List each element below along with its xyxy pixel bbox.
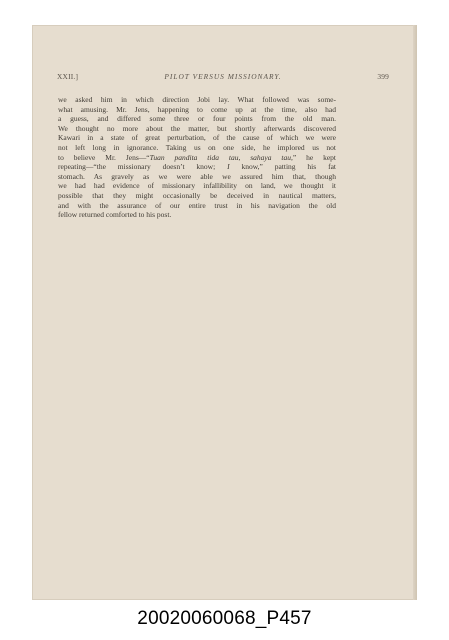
book-page — [32, 25, 417, 600]
archive-id-caption: 20020060068_P457 — [137, 608, 312, 629]
text-line: and with the assurance of our entire trust in his navigation the old — [58, 200, 336, 210]
text-line: repeating—“the missionary doesn’t know; I know,” patting his fat — [58, 162, 336, 172]
text-line: We thought no more about the matter, but shortly afterwards discovered — [58, 123, 336, 133]
body-paragraph — [58, 95, 336, 220]
running-title: PILOT VERSUS MISSIONARY. — [164, 72, 282, 81]
running-head — [57, 72, 389, 84]
text-line: what amusing. Mr. Jens, happening to come up at the time, also had — [58, 104, 336, 114]
chapter-number: XXII.] — [57, 72, 79, 81]
text-line: stomach. As gravely as we were able we assured him that, though — [58, 171, 336, 181]
text-line: to believe Mr. Jens—“Tuan pandita tida tau, sahaya tau,” he kept — [58, 152, 336, 162]
text-line: fellow returned comforted to his post. — [58, 210, 172, 220]
emphasis-i: I — [227, 162, 230, 172]
text-line: not left long in ignorance. Taking us on one side, he implored us not — [58, 142, 336, 152]
text-line: possible that they might occasionally be deceived in nautical matters, — [58, 190, 336, 200]
text-line: Kawari in a state of great perturbation, of the cause of which we were — [58, 133, 336, 143]
text-line: a guess, and differed some three or four points from the old man. — [58, 114, 336, 124]
page-edge-shadow — [413, 25, 417, 600]
malay-quote: Tuan pandita tida tau, sahaya tau, — [149, 152, 293, 162]
text-line: we had had evidence of missionary infallibility on land, we thought it — [58, 181, 336, 191]
page-number: 399 — [377, 72, 389, 81]
text-line: we asked him in which direction Jobi lay. What followed was some- — [58, 95, 336, 104]
